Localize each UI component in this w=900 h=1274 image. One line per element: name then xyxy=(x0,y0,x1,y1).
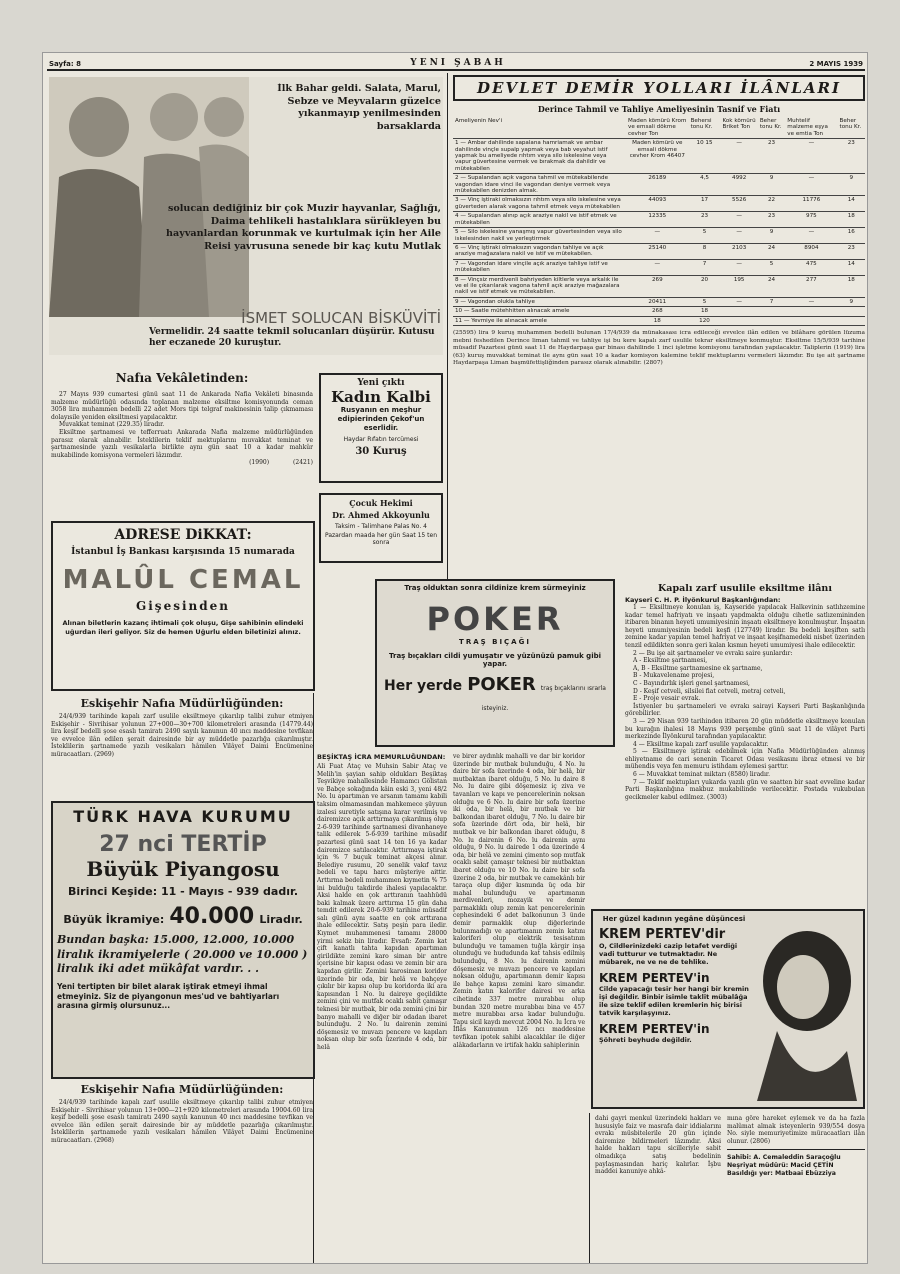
besiktas-announcement xyxy=(317,753,447,1261)
ddy-footer: (25595) lira 9 kuruş muhammen bedelli bulunan 17/4/939 da münakasası icra edileceği evvelce ilân edilen ve bilâhare görülen lüzuma mebni feshedilen Derince liman tahmil ve tahliye işi bu kere kapalı zarf usulile tekrar eksiltmeye konmuştur. Eksiltme 15/5/939 tarihine müsadif Pazartesi günü saat 11 de Haydarpaşa gar binası dahilinde 1 inci işletme komisyonu tarafından yapılacaktır. Taliplerin (1919) lira (63) kuruş muvakkat teminat ile aynı gün saat 10 a kadar komisyon kalemine teklif mektuplarını vermeleri lâzımdır. Bu işe ait şartname Haydarpaşa Liman başmüfettişliğinden parasız olarak alınabilir. (2807) xyxy=(453,329,865,367)
poker-desc: Traş bıçakları cildi yumuşatır ve yüzünüzü pamuk gibi yapar. xyxy=(388,652,602,668)
kayseri-announcement xyxy=(625,583,865,903)
table-cell: 14 xyxy=(838,259,866,275)
table-cell xyxy=(785,307,837,316)
thk-others: Bundan başka: 15.000, 12.000, 10.000 xyxy=(57,933,295,946)
solucan-advertisement xyxy=(49,77,443,355)
table-row xyxy=(453,212,865,228)
table-cell: 6 — Vinç iştiraki olmaksızın vagondan tahliye ve açık araziye mağazalara nakil ve istif ve mütekabilen. xyxy=(453,243,626,259)
table-cell: 4 — Supalandan alınıp açık araziye nakil ve istif etmek ve mütekabilen xyxy=(453,212,626,228)
thk-lottery-advertisement xyxy=(51,801,315,1079)
table-header: Muhtelif malzeme eşya ve emtia Ton xyxy=(785,117,837,139)
kayseri-item: E - Proje vesair evrak. xyxy=(633,695,701,703)
kayseri-item: İstiyenler bu şartnameleri ve evrakı sairayi Kayseri Parti Başkanlığında görebilirler. xyxy=(625,702,865,718)
gise-label: Gişesinden xyxy=(136,599,230,613)
table-header: Beher tonu Kr. xyxy=(758,117,785,139)
table-cell: 23 xyxy=(758,139,785,174)
table-cell: 23 xyxy=(758,212,785,228)
table-cell: 20411 xyxy=(626,297,689,306)
publisher: Sahibi: A. Cemaleddin Saraçoğlu xyxy=(727,1154,841,1162)
kadin-subtitle: Rusyanın en meşhur edipierinden Çekof'un eserlidir. xyxy=(337,406,425,432)
kayseri-sub: Kayseri C. H. P. İlyönkurul Başkanlığından: xyxy=(625,596,781,604)
kayseri-item: A, B - Eksiltme şartnamesine ek şartname, xyxy=(633,664,763,672)
table-cell: — xyxy=(720,139,757,174)
nafia-heading: Nafıa Vekâletinden: xyxy=(115,371,249,385)
thk-kesidesi: Birinci Keşide: 11 - Mayıs - 939 dadır. xyxy=(67,885,299,898)
table-cell: — xyxy=(720,228,757,244)
table-cell: — xyxy=(785,139,837,174)
table-cell: — xyxy=(720,212,757,228)
children-illustration xyxy=(49,77,249,317)
thk-piyango: Büyük Piyangosu xyxy=(86,857,280,881)
table-row xyxy=(453,316,865,325)
table-cell: 23 xyxy=(689,212,721,228)
eskisehir-text: 24/4/939 tarihinde kapalı zarf usulile eksiltmeye çıkarılıp talibi zuhur etmiyen Eskişehir - Sivrihisar yolunun 13+000—21+920 kilometreleri arasında 19004.60 lira keşif bedelli şose esaslı tamiratı 2490 sayılı kanunun 40 ıncı maddesine tevfikan ve evvelce ilân edilen şerait dairesinde bir ay müddetle pazarlığa çıkarılmıştır. İsteklilerin şartnamede yazılı vesikaları hâmilen Vilâyet Daimi Encümenine müracaatları. (2968) xyxy=(51,1099,313,1144)
solucan-text-bottom: solucan dediğiniz bir çok Muzir hayvanlar, Sağlığı, Daima tehlikeli hastalıklara sürükleyen bu hayvanlardan korunmak ve kurtulmak için her Aile Reisi yavrusuna senede bir kaç kutu Mutlak xyxy=(166,203,441,252)
krem-brand3: KREM PERTEV'in xyxy=(599,1022,710,1036)
table-row xyxy=(453,307,865,316)
table-cell: 44093 xyxy=(626,196,689,212)
eskisehir-announcement xyxy=(51,1083,313,1183)
kadin-title: Kadın Kalbi xyxy=(331,388,431,406)
table-cell: 11 — Yevmiye ile alınacak amele xyxy=(453,316,626,325)
ddy-heading: DEVLET DEMİR YOLLARI İLÂNLARI xyxy=(453,75,865,101)
krem-brand: KREM PERTEV'dir xyxy=(599,927,726,942)
woman-portrait xyxy=(747,921,857,1101)
table-cell: 10 15 xyxy=(689,139,721,174)
thk-footer: Yeni tertipten bir bilet alarak iştirak etmeyi ihmal etmeyiniz. Siz de piyangonun mes'ud ve bahtiyarları arasına girmiş olursunuz... xyxy=(57,982,280,1010)
table-row xyxy=(453,297,865,306)
imprint-block xyxy=(727,1115,865,1263)
kayseri-item: 2 — Bu işe ait şartnameler ve evrakı saire şunlardır: xyxy=(633,649,793,657)
table-cell: 5 xyxy=(689,297,721,306)
newspaper-title: YENİ ŞABAH xyxy=(410,58,506,68)
table-cell xyxy=(785,316,837,325)
thk-title: TÜRK HAVA KURUMU xyxy=(73,807,293,826)
doctor-address: Taksim - Talimhane Palas No. 4 xyxy=(335,523,427,530)
krem-line1: O, Cildlerinizdeki cazip letafet verdiği vadi tutturur ve tutmaktadır. Ne mübarek, ne ve ne de tehlike. xyxy=(599,942,738,966)
thk-tertip: 27 nci TERTİP xyxy=(99,832,267,857)
ddy-announcement xyxy=(453,75,865,577)
table-cell: — xyxy=(626,228,689,244)
table-cell: 18 xyxy=(626,316,689,325)
table-row xyxy=(453,196,865,212)
column-divider xyxy=(447,73,448,583)
table-cell: 20 xyxy=(689,275,721,297)
table-cell: 7 — Vagondan idare vinçile açık araziye tahliye istif ve mütekabilen xyxy=(453,259,626,275)
table-cell: 18 xyxy=(689,307,721,316)
table-cell: 9 xyxy=(758,228,785,244)
table-cell: 8 — Vinçsiz merdivenli bahriyeden kiltlerle veya arkalık ile ve el ile çıkarılarak vagona tahmil açık araziye mağazalara nakil ve istif etmek ve mütekabilen. xyxy=(453,275,626,297)
table-cell: — xyxy=(720,297,757,306)
table-cell: 9 — Vagondan olukla tahliye xyxy=(453,297,626,306)
table-cell: 975 xyxy=(785,212,837,228)
table-cell: 24 xyxy=(758,275,785,297)
printer: Basıldığı yer: Matbaai Ebüzziya xyxy=(727,1170,836,1178)
adrese-dikkat-advertisement xyxy=(51,521,315,691)
table-row xyxy=(453,259,865,275)
table-cell: 9 xyxy=(758,174,785,196)
besiktas-heading: BEŞİKTAŞ İCRA MEMURLUĞUNDAN: xyxy=(317,753,446,761)
table-cell: — xyxy=(626,259,689,275)
table-cell: 1 — Ambar dahilinde sapalana hamriamak ve ambar dahilinde vinçle supalp yapmak veya bab veyahut istif yapmak bu ameliyede rıhtım veya silo iskelesine veya vapur güvertesine vermek ve bırakmak da dahildir ve mütekabilen xyxy=(453,139,626,174)
table-cell: 12335 xyxy=(626,212,689,228)
bottom-right-text: mına göre hareket eylemek ve da ha fazla malûmat almak isteyenlerin 939/554 dosya No. siyle memuriyetimize müracaatları ilân olunur. (2806) xyxy=(727,1115,865,1145)
eskisehir-heading: Eskişehir Nafıa Müdürlüğünden: xyxy=(80,697,284,710)
krem-line3: Şöhreti beyhude değildir. xyxy=(599,1036,692,1044)
table-cell: 3 — Vinç iştiraki olmaksızın rıhtım veya silo iskelesine veya güverteden alarak vagona tahmil etmek veya mütekabilen xyxy=(453,196,626,212)
page-number: Sayfa: 8 xyxy=(49,60,81,68)
table-row xyxy=(453,139,865,174)
poker-top: Traş olduktan sonra cildinize krem sürmeyiniz xyxy=(404,584,586,592)
adrese-line: İstanbul İş Bankası karşısında 15 numarada xyxy=(71,547,295,557)
bottom-mid-text: dahi gayri menkul üzerindeki hakları ve hususiyle faiz ve masrafa dair iddialarını evrakı müsbitelerile 20 gün içinde dairemize bildirmeleri lâzımdır. Aksi halde hakları tapu sicilleriyle sabit olmadıkça satış bedelinin paylaşmasından hariç kalırlar. İşbu maddei kanuniye ahkâ- xyxy=(595,1115,721,1176)
table-header: Maden kömürü Krom ve emsali dökme cevher Ton xyxy=(626,117,689,139)
poker-advertisement xyxy=(375,579,615,747)
doctor-name: Dr. Ahmed Akkoyunlu xyxy=(332,510,430,520)
poker-footer-b: POKER xyxy=(467,674,536,695)
doctor-tag: Çocuk Hekimi xyxy=(349,498,413,508)
table-cell: 2 — Supalandan açık vagona tahmil ve mütekabilende vagondan idare vinci ile vagondan deniye vermek veya mütekabilen denizden almak. xyxy=(453,174,626,196)
masthead-rule xyxy=(47,69,865,71)
krem-line2: Cilde yapacağı tesir her hangi bir kremin işi değildir. Binbir isimle taklit mübalâğa ile size teklif edilen kremlerin hiç birisi tatvik karşılaşyınız. xyxy=(599,985,749,1017)
krem-pertev-advertisement xyxy=(591,909,865,1109)
table-cell: 10 — Saatle mütehhitten alınacak amele xyxy=(453,307,626,316)
table-cell xyxy=(720,316,757,325)
malul-cemal-name: MALÛL CEMAL xyxy=(62,565,304,595)
besiktas-continuation xyxy=(595,1115,721,1255)
kadin-translator: Haydar Rıfatın tercümesi xyxy=(343,436,419,443)
table-cell: 16 xyxy=(838,228,866,244)
krem-top: Her güzel kadının yegâne düşüncesi xyxy=(602,915,746,923)
besiktas-col1: Ali Fuat Ataç ve Muhsin Sabir Ataç ve Melih'in şayian sahip oldukları Beşiktaş Teşvikiye mahallesinde Hamamcı Gölistan ve Babçe sokağında kâin eski 3, yeni 48/2 No. lu apartıman ve arsanın tamamı kabili taksim olmamasından mahkemece şüyuun izalesi suretiyle satışına karar verilmiş ve dairemizce açık arttırmaya çıkarılmış olup 2-6-939 tarihinde şartnamesi divanhaneye talik edilerek 5-6-939 tarihine müsadif pazartesi günü saat 14 ten 16 ya kadar dairemizce satılacaktır. Arttırmaya iştirak için % 7 buçuk teminat akçesi alınır. Belediye rusumu, 20 senelik vakıf tavız bedeli ve tapu harcı müşteriye aittir. Arttırma bedeli muhammen kıymetin % 75 ini bulduğu takdirde ihalesi yapılacaktır. Aksi halde en çok arttıranın taahhüdü baki kalmak üzere arttırma 15 gün daha temdit edilerek 20-6-939 tarihine müsadif salı günü aynı saatte en çok arttırana ihale edilecektir. Satış peşin para iledir. Kıymet muhammenesi tamamı 28000 yirmi sekiz bin liradır. Evsafı: Zemin kat çift kanatlı tahta kapıdan apartıman girildikte zemini karo siman bir antre içerisine bir kapısı odası ve zemin bir ara kapıdan girilir. Zemini karosiman koridor üzerinde bir oda, bir helâ ve bahçeye çıkılır bir kapısı olup bu koridorda iki ara kapısından 1 No. lu daireye geçildikte zemini çini ve mutfak ocaklı sabit çamaşır teknesi bir mutbak, bir oda zemini çini bir banyo mahalli ve diğer bir odadan ibaret bulunduğu. 2 No. lu dairenin zemini döşemesiz ve muvazı pencere ve kapıları noksan olup bir sofa üzerinde 4 oda, bir helâ xyxy=(317,763,447,1051)
table-header: Beher tonu Kr. xyxy=(838,117,866,139)
nafia-paragraph: 27 Mayıs 939 cumartesi günü saat 11 de Ankarada Nafia Vekâleti binasında malzeme müdürlüğü odasında toplanan malzeme eksiltme komisyonunda ceman 3058 lira muhammen bedelli 22 adet Mors tipi telgraf makinesinin talip çıkmaması dolayısile yeniden eksiltmesi yapılacaktır. xyxy=(51,391,313,421)
table-cell: 8 xyxy=(689,243,721,259)
kadin-tag: Yeni çıktı xyxy=(357,378,405,388)
adrese-footer: Alınan biletlerin kazanç ihtimali çok oluşu, Gişe sahibinin elindeki uğurdan ileri geliyor. Siz de hemen Uğurlu elden biletinizi alınız. xyxy=(62,619,304,636)
table-cell: 277 xyxy=(785,275,837,297)
table-header: Behersi tonu Kr. xyxy=(689,117,721,139)
nafia-paragraph: Eksiltme şartnamesi ve tefferruatı Ankarada Nafia malzeme müdürlüğünden parasız olarak alınabilir. İsteklilerin teklif mektuplarını muvakkat teminat ve şartnamesinde yazılı vesikalarla birlikte aynı gün saat 10 a kadar mahkûr mukabilinde komisyona vermeleri lâzımdır. xyxy=(51,428,313,459)
krem-brand2: KREM PERTEV'in xyxy=(599,971,710,985)
table-cell: 26189 xyxy=(626,174,689,196)
table-header: Kok kömürü Briket Ton xyxy=(720,117,757,139)
table-cell: 8904 xyxy=(785,243,837,259)
table-cell: 5 — Silo iskelesine yanaşmış vapur güvertesinden veya silo iskelesinden nakil ve yerleştirmek xyxy=(453,228,626,244)
thk-extra: liralık ikramiyelerle ( 20.000 ve 10.000 ) liralık iki adet mükâfat vardır. . . xyxy=(57,948,308,975)
ddy-table-body xyxy=(453,139,865,326)
adrese-heading: ADRESE DiKKAT: xyxy=(114,527,252,543)
table-cell xyxy=(758,307,785,316)
kadin-kalbi-advertisement xyxy=(319,373,443,483)
table-cell: 269 xyxy=(626,275,689,297)
table-cell: Maden kömürü ve emsali dökme cevher Krom 46407 xyxy=(626,139,689,174)
table-cell: — xyxy=(785,228,837,244)
kayseri-item: 3 — 29 Nisan 939 tarihinden itibaren 20 gün müddetle eksiltmeye konulan bu kurağın ihalesi 18 Mayıs 939 perşembe günü saat 11 de vilâyet Parti merkezinde İlyönkurul tarafından yapılacaktır. xyxy=(625,717,865,741)
kayseri-item: B - Mukavelename projesi, xyxy=(633,672,715,680)
doctor-advertisement xyxy=(319,493,443,563)
table-cell: 9 xyxy=(838,174,866,196)
thk-ikramiye-label: Büyük İkramiye: xyxy=(63,913,165,926)
table-cell xyxy=(838,307,866,316)
table-cell: 268 xyxy=(626,307,689,316)
thk-ikramiye-unit: Liradır. xyxy=(259,913,303,926)
poker-footer-a: Her yerde xyxy=(384,678,463,694)
table-row xyxy=(453,243,865,259)
nafia-announcement xyxy=(51,371,313,511)
besiktas-col2: ve birer aydınlık mahalli ve dar bir koridor üzerinde bir mutbak bulunduğu, 4 No. lu daire bir sofa üzerinde 4 oda, bir helâ, bir mutbaktan ibaret olduğu, 5 No. lu daire 8 No. lu daire gibi döşemesiz iç ziva ve tavanları ve kapı ve pencerelerinin noksan olduğu ve 6 No. lu daire bir sofa üzerine iki oda, bir helâ, bir mutbak ve bir balkondan ibaret olduğu, 7 No. lu daire bir sofa üzerinde dört oda, bir helâ, bir mutbak ve bir balkondan ibaret olduğu, 8 No. lu dairenin 6 No. lu dairenin aynı olduğu, 9 No. lu dairede 1 oda üzerinde 4 oda, bir helâ ve zemini çimento sop mutfak ocaklı sabit çamaşır teknesi bir mutbaktan ibaret olduğu ve 10 No. lu daire bir sofa üzerine 2 oda, bir mutbak ve camekânlı bir taraça olup diğer kısmında üç oda bir mahal bulunduğu ve apartımanın merdivenleri, mozayik ve demir parmaklıklı olup zemin kat pencerelerinin cephesindeki 6 adet balkonunun 3 ünde demir parmaklık olup diğerlerinde bulunmadığı ve apartımanın zemin katını kaloriferi olup elektrik tesisatının bulunduğu ve tamamen tuğla kârgir inşa olunduğu ve hududunda kat tahsis edilmiş bulunduğu, 8 No. lu dairenin zemini döşemesiz ve muvazı pencere ve kapıları noksan olduğu, apartımanın demir kapısı ile bahçe kapısı zemini karo simandır. Zemin katın kalorifer dairesi ve arka cihetinde 337 metre murabbaı olup bundan 320 metre murabbaı bina ve 457 metre murabbaı arsa kadar bulunduğu. Tapu sicil kaydı mevcut 2004 No. lu İcra ve İflâs Kanununun 126 ncı maddesine tevfikan ipotek sahibi alacaklılar ile diğer alâkadarların ve irtifak hakkı sahiplerinin xyxy=(453,753,585,1049)
nafia-code: (1990) xyxy=(249,459,270,467)
table-cell: 4992 xyxy=(720,174,757,196)
table-cell: 11776 xyxy=(785,196,837,212)
poker-brand: POKER xyxy=(426,600,564,638)
eskisehir-heading: Eskişehir Nafıa Müdürlüğünden: xyxy=(80,1083,284,1096)
ddy-subheading: Derince Tahmil ve Tahliye Ameliyesinin Tasnif ve Fiatı xyxy=(537,104,781,114)
table-cell: — xyxy=(720,259,757,275)
eskisehir-announcement xyxy=(51,697,313,797)
solucan-text-top: İlk Bahar geldi. Salata, Marul, Sebze ve Meyvaların güzelce yıkanmayıp yenilmesinden barsaklarda xyxy=(277,83,441,132)
table-row xyxy=(453,275,865,297)
column-divider xyxy=(589,1113,590,1263)
table-cell: 4,5 xyxy=(689,174,721,196)
table-cell: 23 xyxy=(838,243,866,259)
kayseri-item: C - Bayındırlık işleri genel şartnamesi, xyxy=(633,679,750,687)
thk-ikramiye-amount: 40.000 xyxy=(169,904,255,929)
eskisehir-text: 24/4/939 tarihinde kapalı zarf usulile eksiltmeye çıkarılıp talibi zuhur etmiyen Eskişehir - Sivrihisar yolunun 27+000—30+700 kilometreleri arasında (14779.44) lira keşif bedelli şose esaslı tamiratı 2490 sayılı kanunun 40 ıncı maddesine tevfikan ve evvelce ilân edilen şerait dairesinde bir ay müddetle pazarlığa çıkarılmıştır. İsteklilerin şartnamede yazılı vesikaları hâmilen Vilâyet Daimi Encümenine müracaatları. (2969) xyxy=(51,713,313,758)
table-cell: 17 xyxy=(689,196,721,212)
table-cell: 23 xyxy=(838,139,866,174)
table-cell: 18 xyxy=(838,212,866,228)
ddy-table xyxy=(453,117,865,326)
besiktas-continuation xyxy=(453,753,585,1261)
kayseri-item: 1 — Eksiltmeye konulan iş, Kayseride yapılacak Halkevinin satlıhzemine kadar temel hafriyatı ve inşaatı yapdmakta olduğu cihetle satlızemininden itibaren binanın heyeti umumiyesinin inşaatı eksiltmeye konulmuştur. İnşaatın heyeti umumiyesinin bedeli keşfi (127749) liradır. Bu bedeli keşiften satlı zemine kadar yapılan temel hafriyat ve inşaat keşifnamedeki nisbet üzerinden tenzil edildikten sonra geri kalan kısmın heyeti umumiyesi ihale edilecektir. xyxy=(625,604,865,649)
table-cell: 5526 xyxy=(720,196,757,212)
table-cell xyxy=(758,316,785,325)
kayseri-items xyxy=(625,604,865,801)
kayseri-heading: Kapalı zarf usulile eksiltme ilânı xyxy=(658,583,832,594)
table-cell: — xyxy=(785,174,837,196)
kayseri-item: 6 — Muvakkat teminat miktarı (8580) liradır. xyxy=(633,771,771,779)
table-cell: 18 xyxy=(838,275,866,297)
nafia-code: (2421) xyxy=(293,459,313,467)
table-cell: 14 xyxy=(838,196,866,212)
table-cell xyxy=(720,307,757,316)
editor: Neşriyat müdürü: Macid ÇETİN xyxy=(727,1162,834,1170)
biskuvit-brand: İSMET SOLUCAN BİSKÜVİTİ xyxy=(241,309,441,327)
table-cell: 7 xyxy=(758,297,785,306)
table-cell: 25140 xyxy=(626,243,689,259)
poker-sub: TRAŞ BIÇAĞI xyxy=(459,638,531,646)
doctor-hours: Pazardan maada her gün Saat 15 ten sonra xyxy=(325,532,437,546)
table-cell: 24 xyxy=(758,243,785,259)
issue-date: 2 MAYIS 1939 xyxy=(809,60,863,68)
table-cell: 195 xyxy=(720,275,757,297)
kayseri-item: 5 — Eksiltmeye iştirak edebilmek için Nafia Müdürlüğünden alınmış ehliyetname de cari senenin Ticaret Odası vesikasını ibraz etmesi ve bir mühendis veya fen memuru istihdam eylemesi şarttır. xyxy=(625,748,865,771)
kayseri-item: 7 — Teklif mektupları yukarda yazılı gün ve saatten bir saat evveline kadar Parti Başkanlığına makbuz mukabilinde verilecektir. Postada vukubulan gecikmeler kabul edilmez. (3003) xyxy=(625,778,865,801)
table-cell: 5 xyxy=(689,228,721,244)
table-cell: 7 xyxy=(689,259,721,275)
table-row xyxy=(453,174,865,196)
table-cell: 5 xyxy=(758,259,785,275)
table-cell: 120 xyxy=(689,316,721,325)
table-row xyxy=(453,228,865,244)
kayseri-item: D - Keşif cetveli, silsilei fiat cetveli, metraj cetveli, xyxy=(633,687,786,695)
table-cell: 2103 xyxy=(720,243,757,259)
newspaper-page xyxy=(42,52,868,1264)
table-cell: 475 xyxy=(785,259,837,275)
kayseri-item: 4 — Eksiltme kapalı zarf usulile yapılacaktır. xyxy=(633,740,769,748)
poker-footer-c: traş bıçaklarını ısrarla isteyiniz. xyxy=(481,685,606,712)
table-header: Ameliyenin Nev'i xyxy=(453,117,626,139)
table-cell xyxy=(838,316,866,325)
nafia-paragraph: Muvakkat teminat (229.35) liradır. xyxy=(59,421,165,429)
table-cell: — xyxy=(785,297,837,306)
table-cell: 9 xyxy=(838,297,866,306)
solucan-footer: Vermelidir. 24 saatte tekmil solucanları düşürür. Kutusu her eczanede 20 kuruştur. xyxy=(149,327,435,348)
table-header-row xyxy=(453,117,865,139)
kadin-price: 30 Kuruş xyxy=(355,446,407,457)
kayseri-item: A - Eksiltme şartnamesi, xyxy=(633,657,708,665)
table-cell: 22 xyxy=(758,196,785,212)
